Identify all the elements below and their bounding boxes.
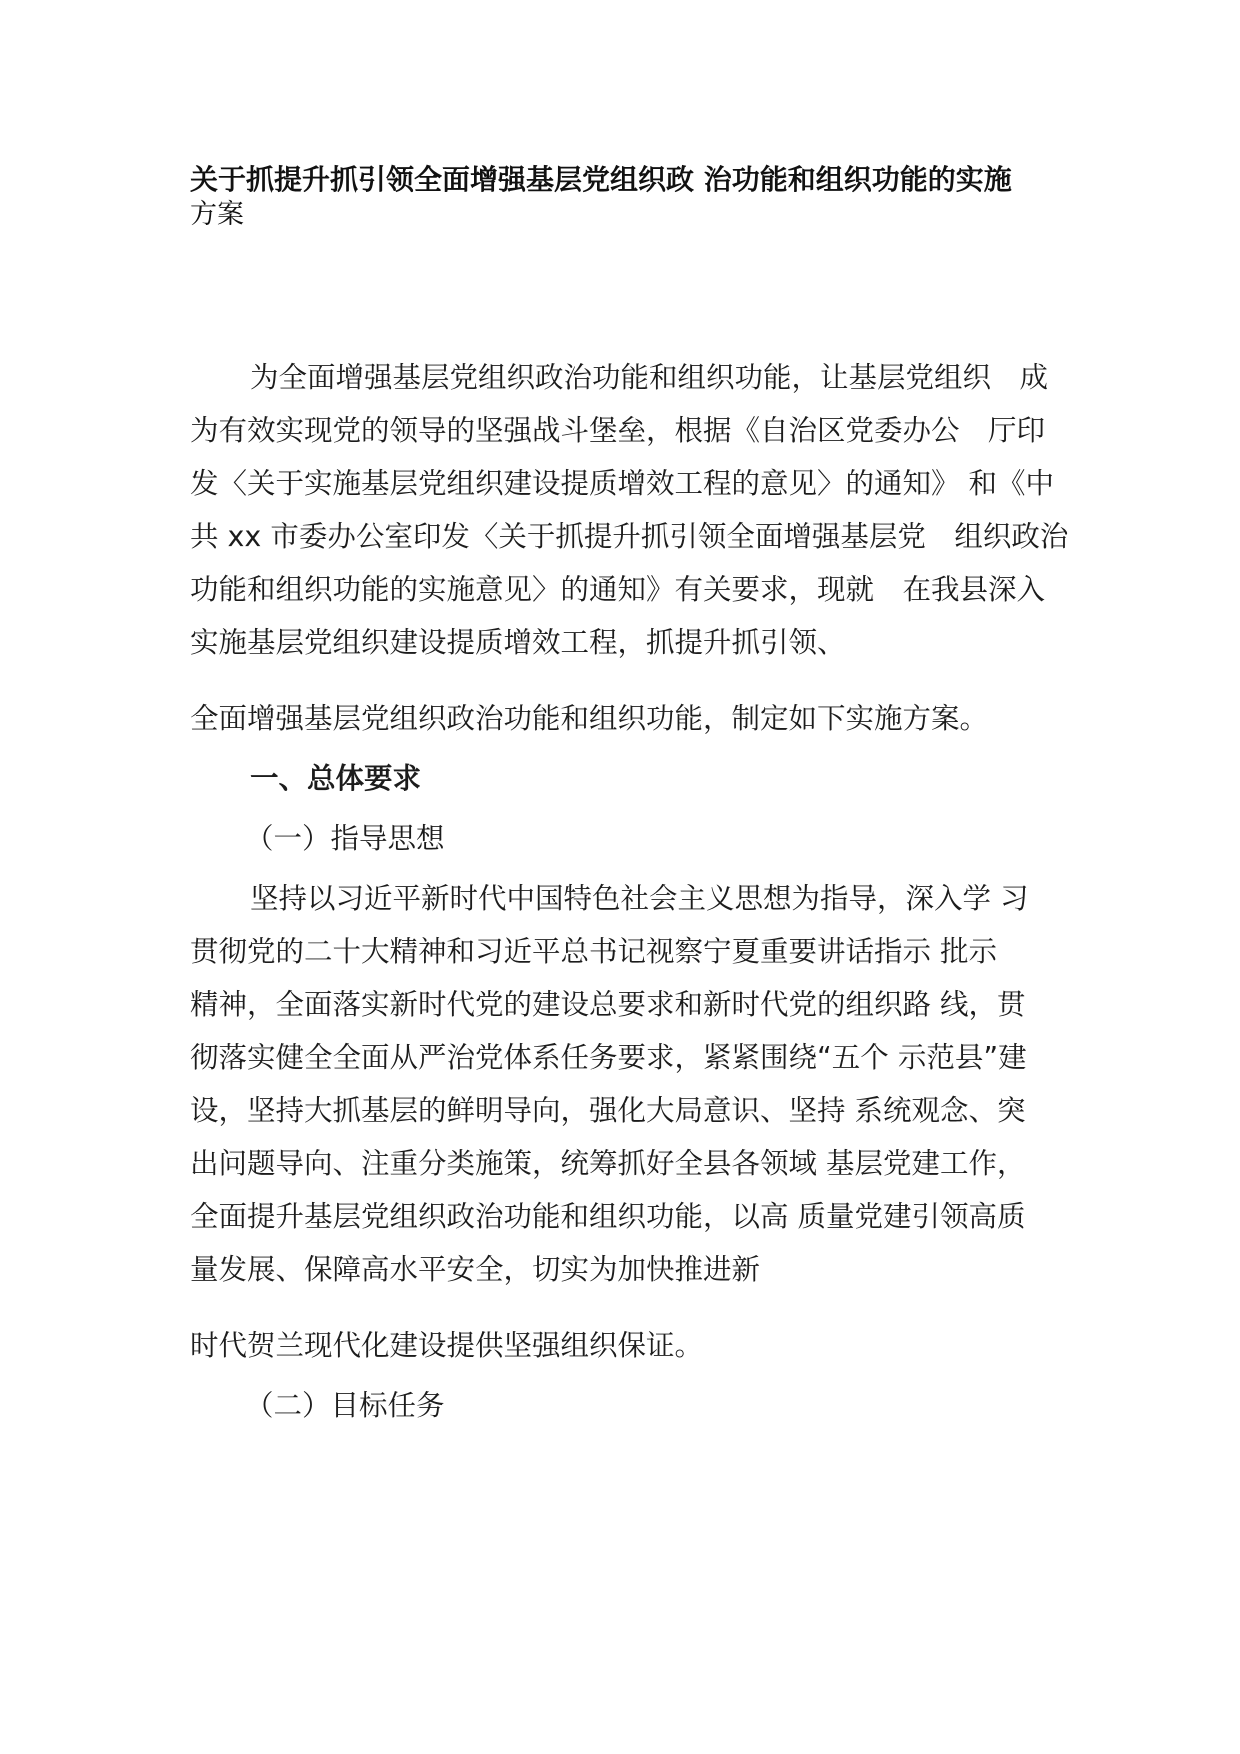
paragraph-line: 共 xx 市委办公室印发〈关于抓提升抓引领全面增强基层党 组织政治 — [190, 520, 1069, 553]
document-title: 关于抓提升抓引领全面增强基层党组织政 治功能和组织功能的实施 — [190, 163, 1012, 196]
paragraph-line: 彻落实健全全面从严治党体系任务要求，紧紧围绕“五个 示范县”建 — [190, 1041, 1027, 1074]
paragraph-line: 全面增强基层党组织政治功能和组织功能，制定如下实施方案。 — [190, 702, 989, 735]
section-heading: 一、总体要求 — [250, 762, 422, 795]
paragraph-line: 发〈关于实施基层党组织建设提质增效工程的意见〉的通知》 和《中 — [190, 467, 1055, 500]
subsection-heading: （一）指导思想 — [245, 822, 445, 855]
paragraph-line: 为全面增强基层党组织政治功能和组织功能，让基层党组织 成 — [250, 361, 1049, 394]
paragraph-line: 坚持以习近平新时代中国特色社会主义思想为指导，深入学 习 — [250, 882, 1029, 915]
paragraph-line: 精神，全面落实新时代党的建设总要求和新时代党的组织路 线，贯 — [190, 988, 1026, 1021]
paragraph-line: 实施基层党组织建设提质增效工程，抓提升抓引领、 — [190, 626, 846, 659]
paragraph-line: 为有效实现党的领导的坚强战斗堡垒，根据《自治区党委办公 厅印 — [190, 414, 1046, 447]
subsection-heading: （二）目标任务 — [245, 1389, 445, 1422]
paragraph-line: 设，坚持大抓基层的鲜明导向，强化大局意识、坚持 系统观念、突 — [190, 1094, 1026, 1127]
paragraph-line: 功能和组织功能的实施意见〉的通知》有关要求，现就 在我县深入 — [190, 573, 1046, 606]
paragraph-line: 时代贺兰现代化建设提供坚强组织保证。 — [190, 1329, 704, 1362]
paragraph-line: 量发展、保障高水平安全，切实为加快推进新 — [190, 1253, 761, 1286]
document-title-continuation: 方案 — [190, 199, 244, 230]
paragraph-line: 出问题导向、注重分类施策，统筹抓好全县各领域 基层党建工作， — [190, 1147, 1026, 1180]
paragraph-line: 贯彻党的二十大精神和习近平总书记视察宁夏重要讲话指示 批示 — [190, 935, 998, 968]
paragraph-line: 全面提升基层党组织政治功能和组织功能，以高 质量党建引领高质 — [190, 1200, 1026, 1233]
